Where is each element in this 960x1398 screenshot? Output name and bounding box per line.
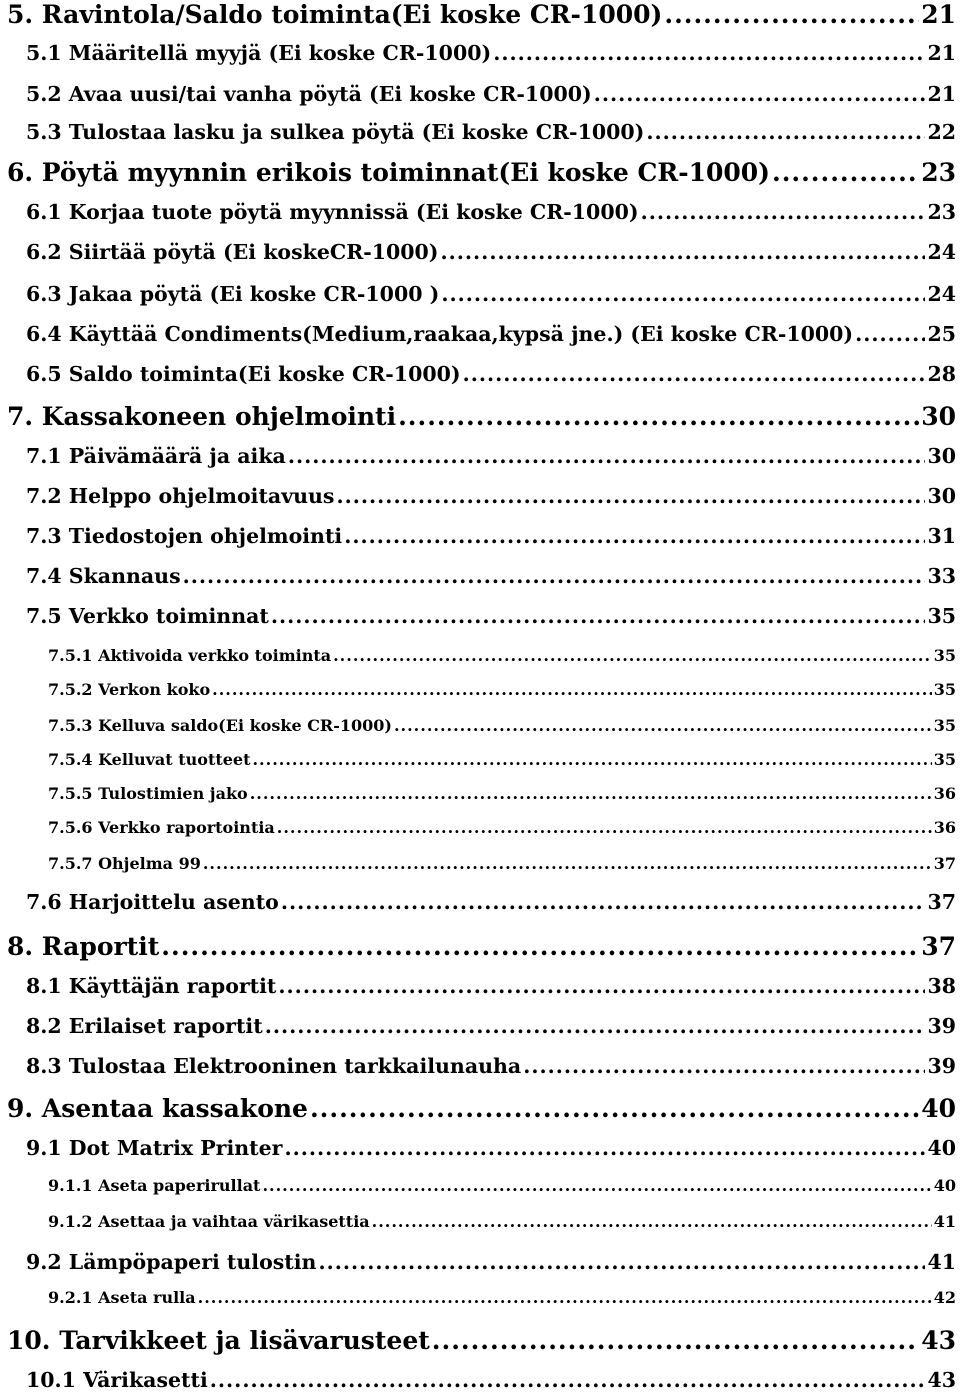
dot-leader [523, 1054, 925, 1078]
toc-entry-page: 21 [927, 41, 956, 65]
toc-entry-title: 7.4 Skannaus [26, 564, 181, 588]
toc-entry-title: 7.5.7 Ohjelma 99 [48, 854, 201, 873]
toc-entry[interactable] [0, 41, 960, 65]
toc-entry-title: 8.3 Tulostaa Elektrooninen tarkkailunauha [26, 1054, 522, 1078]
toc-entry-page: 30 [921, 402, 956, 431]
toc-entry-page: 40 [933, 1176, 956, 1195]
toc-entry-page: 39 [927, 1054, 956, 1078]
toc-entry-page: 40 [921, 1094, 956, 1123]
toc-entry-title: 9.1.1 Aseta paperirullat [48, 1176, 261, 1195]
dot-leader [161, 932, 919, 961]
dot-leader [318, 1250, 925, 1274]
toc-entry-page: 21 [921, 0, 956, 29]
toc-entry-page: 37 [921, 932, 956, 961]
toc-entry[interactable] [0, 1326, 960, 1355]
toc-entry-title: 7.3 Tiedostojen ohjelmointi [26, 524, 343, 548]
toc-entry-page: 43 [921, 1326, 956, 1355]
toc-entry-page: 40 [927, 1136, 956, 1160]
dot-leader [271, 604, 926, 628]
dot-leader [772, 158, 919, 187]
dot-leader [463, 362, 926, 386]
toc-entry[interactable] [0, 784, 960, 803]
toc-entry[interactable] [0, 444, 960, 468]
dot-leader [641, 200, 926, 224]
toc-entry-page: 21 [927, 82, 956, 106]
dot-leader [284, 1136, 925, 1160]
dot-leader [310, 1094, 919, 1123]
toc-entry-page: 39 [927, 1014, 956, 1038]
toc-entry[interactable] [0, 1368, 960, 1392]
toc-entry-title: 9.1 Dot Matrix Printer [26, 1136, 283, 1160]
dot-leader [664, 0, 919, 29]
dot-leader [203, 854, 932, 873]
toc-entry-title: 8. Raportit [7, 932, 160, 961]
toc-entry[interactable] [0, 604, 960, 628]
dot-leader [344, 524, 925, 548]
toc-entry[interactable] [0, 1094, 960, 1123]
toc-entry-title: 10.1 Värikasetti [26, 1368, 208, 1392]
dot-leader [198, 1288, 932, 1307]
toc-entry-title: 6.2 Siirtää pöytä (Ei koskeCR-1000) [26, 240, 439, 264]
toc-entry[interactable] [0, 646, 960, 665]
dot-leader [265, 1014, 926, 1038]
toc-entry-title: 7.5 Verkko toiminnat [26, 604, 269, 628]
toc-entry-page: 23 [921, 158, 956, 187]
toc-entry[interactable] [0, 0, 960, 29]
toc-entry-page: 35 [927, 604, 956, 628]
toc-entry[interactable] [0, 240, 960, 264]
toc-entry-title: 7.5.3 Kelluva saldo(Ei koske CR-1000) [48, 716, 392, 735]
dot-leader [646, 120, 925, 144]
toc-entry-page: 41 [927, 1250, 956, 1274]
dot-leader [398, 402, 919, 431]
dot-leader [278, 974, 925, 998]
toc-entry-title: 6.1 Korjaa tuote pöytä myynnissä (Ei koske CR-1000) [26, 200, 639, 224]
dot-leader [432, 1326, 919, 1355]
toc-entry-title: 7.6 Harjoittelu asento [26, 890, 279, 914]
dot-leader [281, 890, 926, 914]
toc-entry-title: 6.5 Saldo toiminta(Ei koske CR-1000) [26, 362, 461, 386]
toc-entry-page: 22 [927, 120, 956, 144]
dot-leader [336, 484, 925, 508]
toc-entry-page: 31 [927, 524, 956, 548]
toc-entry-page: 35 [933, 716, 956, 735]
dot-leader [493, 41, 925, 65]
dot-leader [855, 322, 925, 346]
toc-entry-page: 43 [927, 1368, 956, 1392]
toc-entry-title: 9. Asentaa kassakone [7, 1094, 308, 1123]
toc-entry-page: 41 [933, 1212, 956, 1231]
toc-entry-page: 42 [933, 1288, 956, 1307]
toc-entry-title: 7.5.4 Kelluvat tuotteet [48, 750, 251, 769]
toc-entry[interactable] [0, 932, 960, 961]
toc-entry-page: 35 [933, 680, 956, 699]
dot-leader [210, 1368, 926, 1392]
toc-entry[interactable] [0, 1176, 960, 1195]
toc-entry-title: 10. Tarvikkeet ja lisävarusteet [7, 1326, 430, 1355]
toc-entry[interactable] [0, 564, 960, 588]
toc-entry-page: 25 [927, 322, 956, 346]
toc-entry[interactable] [0, 1212, 960, 1231]
toc-entry-page: 36 [933, 818, 956, 837]
toc-entry-page: 33 [927, 564, 956, 588]
toc-entry-title: 8.2 Erilaiset raportit [26, 1014, 263, 1038]
toc-entry-page: 23 [927, 200, 956, 224]
toc-entry[interactable] [0, 818, 960, 837]
toc-entry-page: 35 [933, 646, 956, 665]
toc-entry-page: 37 [927, 890, 956, 914]
toc-entry-page: 35 [933, 750, 956, 769]
toc-entry[interactable] [0, 82, 960, 106]
toc-entry[interactable] [0, 524, 960, 548]
dot-leader [252, 750, 931, 769]
toc-entry-title: 7. Kassakoneen ohjelmointi [7, 402, 397, 431]
toc-entry[interactable] [0, 854, 960, 873]
toc-entry-page: 30 [927, 444, 956, 468]
dot-leader [441, 240, 926, 264]
dot-leader [372, 1212, 932, 1231]
dot-leader [183, 564, 926, 588]
toc-entry-title: 7.1 Päivämäärä ja aika [26, 444, 286, 468]
toc-entry-title: 5.2 Avaa uusi/tai vanha pöytä (Ei koske CR-1000) [26, 82, 592, 106]
dot-leader [288, 444, 926, 468]
dot-leader [262, 1176, 931, 1195]
toc-entry-page: 28 [927, 362, 956, 386]
toc-entry[interactable] [0, 362, 960, 386]
toc-entry[interactable] [0, 200, 960, 224]
toc-entry-title: 6.4 Käyttää Condiments(Medium,raakaa,kypsä jne.) (Ei koske CR-1000) [26, 322, 854, 346]
toc-entry-title: 7.5.6 Verkko raportointia [48, 818, 275, 837]
toc-entry-title: 9.2.1 Aseta rulla [48, 1288, 196, 1307]
toc-entry-page: 37 [933, 854, 956, 873]
toc-entry-title: 6. Pöytä myynnin erikois toiminnat(Ei koske CR-1000) [7, 158, 770, 187]
dot-leader [394, 716, 932, 735]
toc-entry[interactable] [0, 1288, 960, 1307]
toc-entry[interactable] [0, 974, 960, 998]
toc-entry[interactable] [0, 1250, 960, 1274]
dot-leader [441, 282, 925, 306]
toc-entry[interactable] [0, 1054, 960, 1078]
toc-entry-title: 5.3 Tulostaa lasku ja sulkea pöytä (Ei koske CR-1000) [26, 120, 645, 144]
toc-entry-page: 38 [927, 974, 956, 998]
toc-entry[interactable] [0, 484, 960, 508]
toc-entry[interactable] [0, 322, 960, 346]
toc-entry[interactable] [0, 716, 960, 735]
toc-entry-title: 7.5.2 Verkon koko [48, 680, 211, 699]
toc-entry-title: 9.2 Lämpöpaperi tulostin [26, 1250, 317, 1274]
toc-entry-title: 7.5.5 Tulostimien jako [48, 784, 248, 803]
toc-entry[interactable] [0, 158, 960, 187]
toc-entry-title: 7.2 Helppo ohjelmoitavuus [26, 484, 335, 508]
toc-entry-title: 5. Ravintola/Saldo toiminta(Ei koske CR-1000) [7, 0, 663, 29]
dot-leader [277, 818, 932, 837]
toc-entry-page: 30 [927, 484, 956, 508]
toc-entry[interactable] [0, 402, 960, 431]
toc-entry-page: 24 [927, 240, 956, 264]
toc-entry-title: 7.5.1 Aktivoida verkko toiminta [48, 646, 332, 665]
dot-leader [250, 784, 932, 803]
toc-entry[interactable] [0, 680, 960, 699]
toc-entry-title: 6.3 Jakaa pöytä (Ei koske CR-1000 ) [26, 282, 440, 306]
toc-entry-title: 8.1 Käyttäjän raportit [26, 974, 277, 998]
dot-leader [333, 646, 932, 665]
toc-entry[interactable] [0, 1014, 960, 1038]
toc-entry[interactable] [0, 890, 960, 914]
toc-entry-page: 36 [933, 784, 956, 803]
toc-entry[interactable] [0, 1136, 960, 1160]
dot-leader [594, 82, 926, 106]
dot-leader [212, 680, 932, 699]
toc-entry-title: 5.1 Määritellä myyjä (Ei koske CR-1000) [26, 41, 492, 65]
toc-entry[interactable] [0, 120, 960, 144]
toc-entry-page: 24 [927, 282, 956, 306]
toc-entry-title: 9.1.2 Asettaa ja vaihtaa värikasettia [48, 1212, 370, 1231]
toc-entry[interactable] [0, 282, 960, 306]
toc-entry[interactable] [0, 750, 960, 769]
